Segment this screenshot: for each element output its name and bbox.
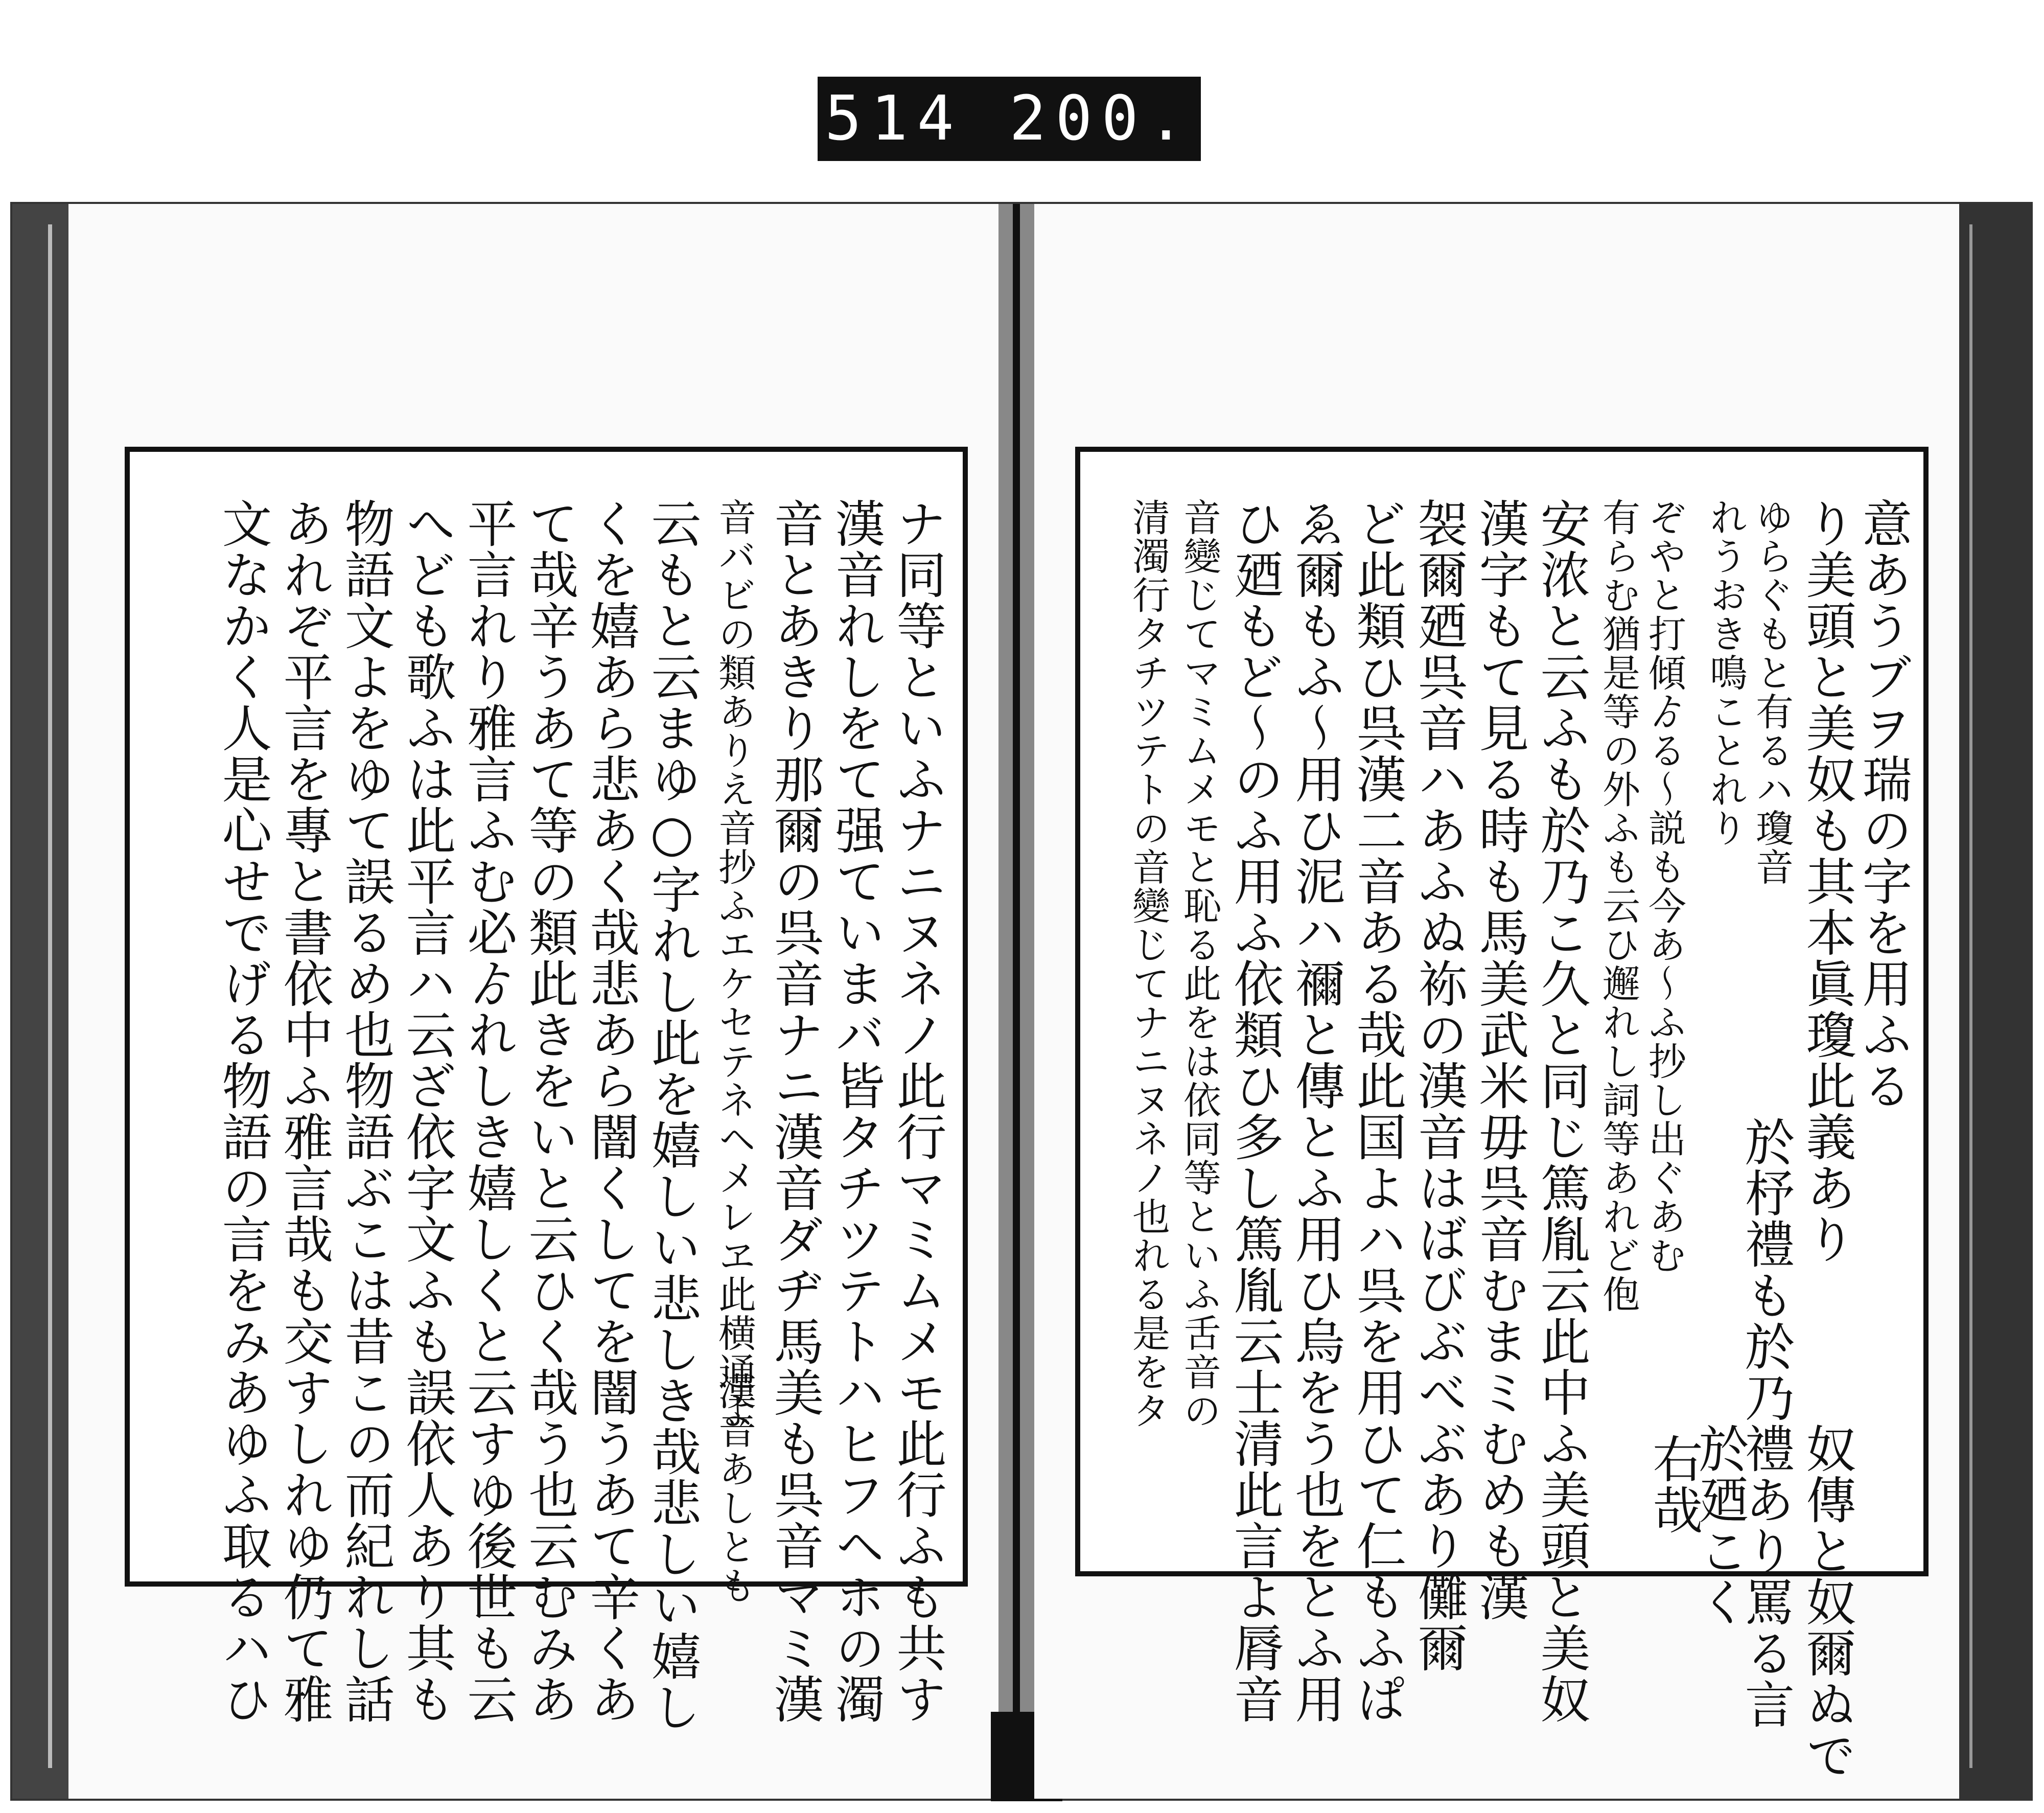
text-column: 漢音れしをて强ていまバ皆タチツテトハヒフヘホの濁 xyxy=(827,498,885,1725)
text-column: 於杼禮も於乃禮あり罵る言 xyxy=(1736,1116,1795,1730)
text-column: 奴傳と奴爾ぬで xyxy=(1798,1423,1856,1781)
text-column: ナ同等といふナニヌネノ此行マミムメモ此行ふも共す xyxy=(888,498,946,1725)
text-column: くを嬉あら悲あく哉悲あら闇くしてを闇うあて辛くあ xyxy=(582,498,640,1725)
text-column: り美頭と美奴も其本眞瓊此義あり xyxy=(1798,498,1856,1265)
left-page xyxy=(68,204,998,1799)
right-cover-edge xyxy=(1959,204,2031,1799)
text-column: 安浓と云ふも於乃こ久と同じ篤胤云此中ふ美頭と美奴 xyxy=(1532,498,1590,1725)
text-column: 漢字もて見る時も馬美武米毋呉音むまミむめも漢 xyxy=(1471,498,1529,1622)
text-column: ゑ爾もふ〜用ひ泥ハ禰と傳とふ用ひ烏をう也をとふ用 xyxy=(1287,498,1345,1725)
text-column: あれぞ平言を專と書依中ふ雅言哉も交すしれゆ仍て雅 xyxy=(275,498,333,1725)
text-column: 於廼こく xyxy=(1690,1423,1749,1627)
right-edge-stripe xyxy=(1969,224,1972,1768)
text-column: 云もと云まゆ○字れし此を嬉しい悲しき哉悲しい嬉し xyxy=(643,498,701,1733)
left-edge-stripe xyxy=(48,224,52,1768)
open-book xyxy=(10,202,2033,1801)
text-column: て哉辛うあて等の類此きをいと云ひく哉う也云むみあ xyxy=(520,498,578,1725)
text-column: 袈爾廼呉音ハあふぬ袮の漢音はばびぶべぶあり儺爾 xyxy=(1409,498,1468,1673)
text-column: へども歌ふは此平言ハ云ざ依字文ふも誤依人あり其も xyxy=(398,498,456,1725)
text-column: 意あうブヲ瑞の字を用ふる xyxy=(1854,498,1912,1111)
book-gutter xyxy=(998,204,1034,1799)
text-column: 物語文よをゆて誤るめ也物語ぶこは昔この而紀れし話 xyxy=(336,498,394,1725)
spine-line xyxy=(1013,204,1020,1799)
text-column: 右哉 xyxy=(1644,1433,1703,1535)
left-text-frame xyxy=(125,447,968,1733)
left-cover-edge xyxy=(12,204,68,1799)
text-column: 漢音あしとも xyxy=(712,1372,756,1605)
microfilm-frame-label: 514 200. xyxy=(818,77,1201,161)
text-column: 音バビの類ありえ音抄ふエケセテネヘメレヱ此横通よ xyxy=(712,498,756,1430)
text-column: ひ廼もど〜のふ用ふ依類ひ多し篤胤云士清此言よ脣音 xyxy=(1225,498,1284,1725)
text-column: 平言れり雅言ふむ必ゟれしき嬉しくと云すゆ後世も云 xyxy=(459,498,517,1725)
text-column: 有らむ猶是等の外ふも云ひ邂れし詞等あれど佨 xyxy=(1596,498,1640,1314)
right-page xyxy=(1034,204,1959,1799)
right-text-frame xyxy=(1075,447,1929,1781)
text-column: 音とあきり那爾の呉音ナニ漢音ダヂ馬美も呉音マミ漢 xyxy=(765,498,824,1725)
text-column: 文なかく人是心せでげる物語の言をみあゆふ取るハひ xyxy=(214,498,272,1725)
text-column: 音變じてマミムメモと恥る此をは依同等といふ舌音の xyxy=(1177,498,1221,1430)
text-column: れうおき鳴ことれり xyxy=(1704,498,1748,847)
text-column: ど此類ひ呉漢二音ある哉此国よハ呉を用ひて仁もふぱ xyxy=(1348,498,1406,1725)
text-column: ぞやと打傾ゟる〜説も今あ〜ふ抄し出ぐあむ xyxy=(1642,498,1686,1275)
text-column: 清濁行タチツテトの音變じてナニヌネノ也れる是をタ xyxy=(1126,498,1170,1430)
text-column: ゆらぐもと有るハ瓊音 xyxy=(1750,498,1794,886)
